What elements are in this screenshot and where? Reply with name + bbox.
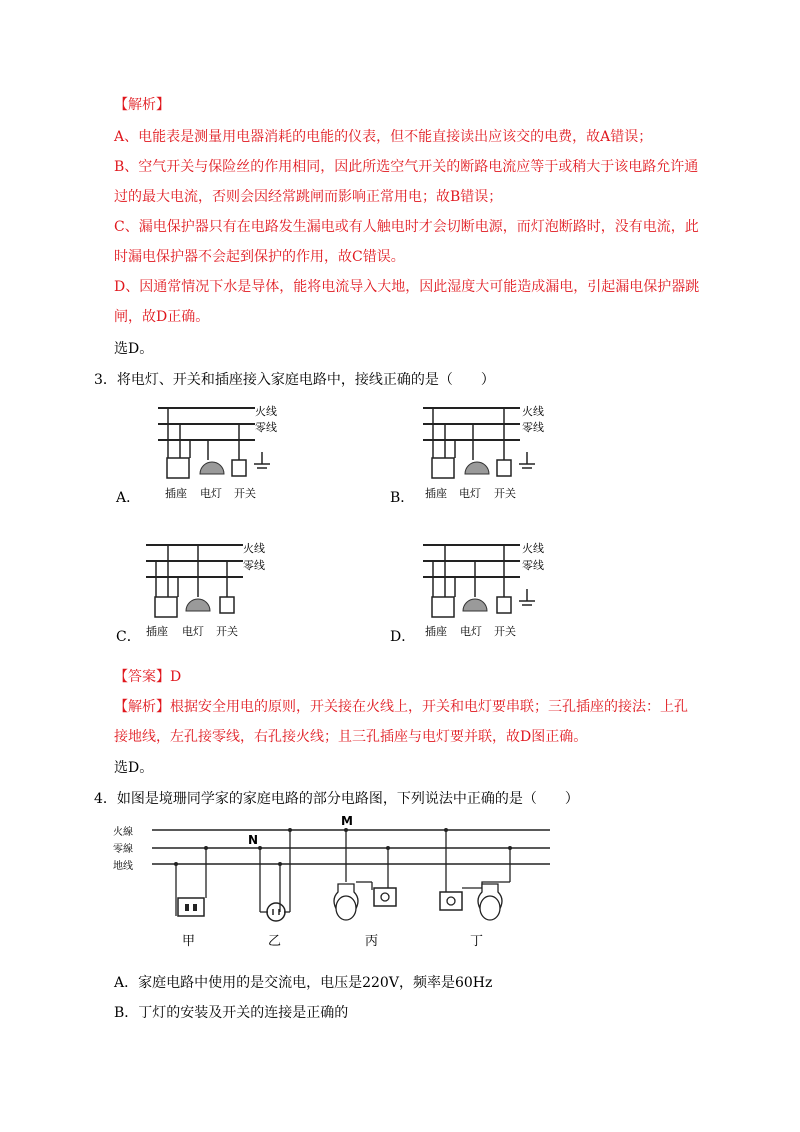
option-c-label: C．	[116, 629, 141, 645]
analysis-choice: 选D。	[114, 341, 154, 357]
option-a-switch-label: 开关	[234, 487, 256, 500]
analysis-d-line2: 闸，故D正确。	[114, 309, 210, 325]
q4-label-yi: 乙	[268, 934, 282, 949]
q4-ground-label: 地线	[113, 861, 133, 872]
option-c-live-label: 火线	[243, 542, 265, 555]
option-a-lamp-label: 电灯	[200, 487, 222, 500]
q4-label-bing: 丙	[365, 934, 379, 949]
option-b-switch-label: 开关	[494, 487, 516, 500]
answer-q3: 【答案】D	[114, 669, 182, 685]
option-a-neutral-label: 零线	[255, 421, 277, 434]
analysis-q3-line1	[114, 697, 688, 717]
option-d-switch-label: 开关	[494, 625, 516, 638]
analysis-heading: 【解析】	[114, 97, 170, 113]
option-b-label: B．	[390, 490, 415, 506]
option-d-lamp-label: 电灯	[460, 625, 482, 638]
option-a-label: A．	[116, 490, 141, 506]
analysis-q3-line2: 接地线，左孔接零线，右孔接火线；且三孔插座与电灯要并联，故D图正确。	[114, 729, 588, 745]
option-a-socket-label: 插座	[165, 487, 187, 500]
q4-label-jia: 甲	[182, 934, 196, 949]
option-d-neutral-label: 零线	[522, 559, 544, 572]
q4-neutral-label: 零線	[113, 844, 133, 855]
question-4-stem: 4．如图是境珊同学家的家庭电路的部分电路图，下列说法中正确的是（ ）	[94, 791, 579, 807]
analysis-b-line1: B、空气开关与保险丝的作用相同，因此所选空气开关的断路电流应等于或稍大于该电路允许通	[114, 159, 699, 175]
q4-label-n: N	[248, 833, 259, 847]
option-c-lamp-label: 电灯	[182, 625, 204, 638]
option-b-live-label: 火线	[522, 405, 544, 418]
option-a-live-label: 火线	[255, 405, 277, 418]
analysis-c-line2: 时漏电保护器不会起到保护的作用，故C错误。	[114, 249, 405, 265]
option-d-socket-label: 插座	[425, 625, 447, 638]
analysis-q3-text1: 根据安全用电的原则，开关接在火线上，开关和电灯要串联；三孔插座的接法：上孔	[170, 699, 688, 715]
option-c-switch-label: 开关	[216, 625, 238, 638]
option-b-socket-label: 插座	[425, 487, 447, 500]
question-4-circuit-diagram	[110, 812, 560, 956]
option-c-socket-label: 插座	[146, 625, 168, 638]
analysis-d-line1: D、因通常情况下水是导体，能将电流导入大地，因此湿度大可能造成漏电，引起漏电保护器跳	[114, 279, 700, 295]
analysis-c-line1: C、漏电保护器只有在电路发生漏电或有人触电时才会切断电源，而灯泡断路时，没有电流，此	[114, 219, 699, 235]
analysis-q3-heading: 【解析】	[114, 699, 170, 715]
q4-option-a: A．家庭电路中使用的是交流电，电压是220V，频率是60Hz	[114, 975, 493, 991]
choice-q3: 选D。	[114, 760, 154, 776]
option-b-lamp-label: 电灯	[459, 487, 481, 500]
option-c-neutral-label: 零线	[243, 559, 265, 572]
analysis-a: A、电能表是测量用电器消耗的电能的仪表，但不能直接读出应该交的电费，故A错误；	[114, 129, 653, 145]
q4-label-ding: 丁	[470, 934, 484, 949]
option-d-live-label: 火线	[522, 542, 544, 555]
analysis-b-line2: 过的最大电流，否则会因经常跳闸而影响正常用电；故B错误；	[114, 189, 503, 205]
q4-label-m: M	[341, 814, 353, 828]
q4-live-label: 火線	[113, 827, 133, 838]
q4-option-b: B．丁灯的安装及开关的连接是正确的	[114, 1005, 349, 1021]
question-3-stem: 3．将电灯、开关和插座接入家庭电路中，接线正确的是（ ）	[94, 372, 495, 388]
option-d-label: D．	[390, 629, 416, 645]
option-b-neutral-label: 零线	[522, 421, 544, 434]
